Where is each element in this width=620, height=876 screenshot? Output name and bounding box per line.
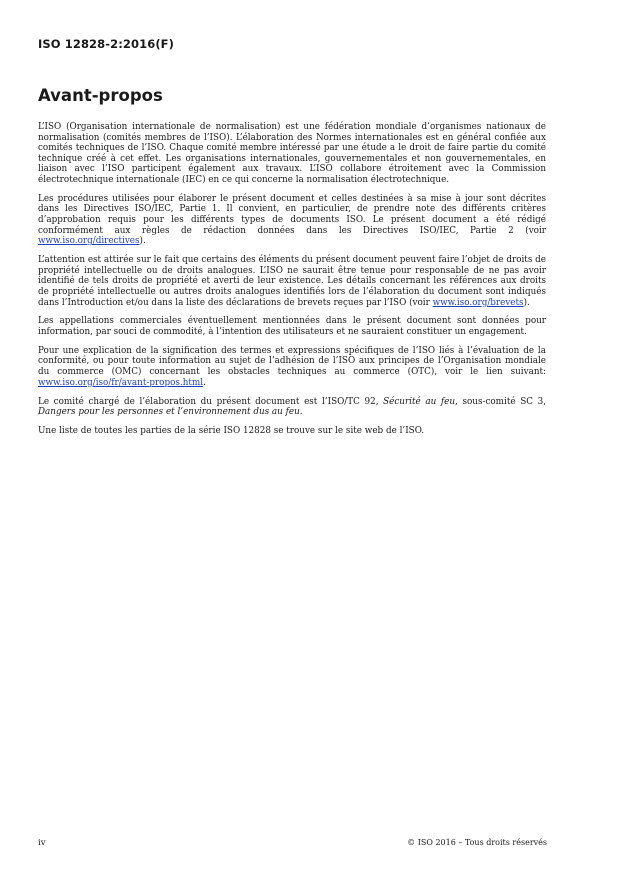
document-id-header: ISO 12828-2:2016(F) [38,37,174,51]
paragraph-conformity-end: . [203,377,206,388]
subcommittee-name: Dangers pour les personnes et l’environnement dus au feu [38,407,300,418]
foreword-body [38,122,546,445]
paragraph-patents-text: L’attention est attirée sur le fait que certains des éléments du présent document peuvent faire l’objet de droits de propriété intellectuelle ou de droits analogues. L’ISO ne saurait être tenue pour responsable de ne pas avoir identifié de tels droits de propriété et averti de leur existence. Les détails concernant les références aux droits de propriété intellectuelle ou autres droits analogues identifiés lors de l’élaboration du document sont indiqués dans l’Introduction et/ou dans la liste des déclarations de brevets reçues par l’ISO (voir [38,255,546,308]
subcommittee-text: , sous-comité SC 3, [455,396,546,407]
copyright-notice: © ISO 2016 – Tous droits réservés [407,838,547,847]
paragraph-procedures-text: Les procédures utilisées pour élaborer le présent document et celles destinées à sa mise à jour sont décrites dans les Directives ISO/IEC, Partie 1. Il convient, en particulier, de prendre note des différents critères d’approbation requis pour les différents types de documents ISO. Le présent document a été rédigé conformément aux règles de rédaction données dans les Directives ISO/IEC, Partie 2 (voir [38,193,546,236]
paragraph-conformity-text: Pour une explication de la signification des termes et expressions spécifiques de l’ISO liés à l’évaluation de la conformité, ou pour toute information au sujet de l’adhésion de l’ISO aux principes de l’Organisation mondiale du commerce (OMC) concernant les obstacles techniques au commerce (OTC), voir le lien suivant: [38,345,546,378]
directives-link[interactable]: www.iso.org/directives [38,236,140,247]
committee-end: . [299,407,303,418]
committee-text: Le comité chargé de l’élaboration du présent document est l’ISO/TC 92, [38,396,384,407]
paragraph-iso-intro: L’ISO (Organisation internationale de normalisation) est une fédération mondiale d’organismes nationaux de normalisation (comités membres de l’ISO). L’élaboration des Normes internationales est en général confiée aux comités techniques de l’ISO. Chaque comité membre intéressé par une étude a le droit de faire partie du comité technique créé à cet effet. Les organisations internationales, gouvernementales et non gouvernementales, en liaison avec l’ISO participent également aux travaux. L’ISO collabore étroitement avec la Commission électrotechnique internationale (IEC) en ce qui concerne la normalisation électrotechnique. [38,122,546,185]
committee-name: Sécurité au feu [383,396,456,407]
paragraph-patents-end: ). [523,297,530,308]
page-number: iv [38,838,46,848]
foreword-link[interactable]: www.iso.org/iso/fr/avant-propos.html [38,377,204,388]
page-title: Avant-propos [38,86,163,105]
paragraph-series-list: Une liste de toutes les parties de la série ISO 12828 se trouve sur le site web de l’ISO. [38,426,425,437]
paragraph-procedures-end: ). [139,236,146,247]
paragraph-committee [38,397,546,418]
paragraph-conformity [38,346,546,388]
paragraph-patents [38,255,546,308]
paragraph-procedures [38,194,546,247]
paragraph-trade-names: Les appellations commerciales éventuellement mentionnées dans le présent document sont données pour information, par souci de commodité, à l’intention des utilisateurs et ne sauraient constituer un engagement. [38,316,546,337]
patents-link[interactable]: www.iso.org/brevets [432,297,524,308]
